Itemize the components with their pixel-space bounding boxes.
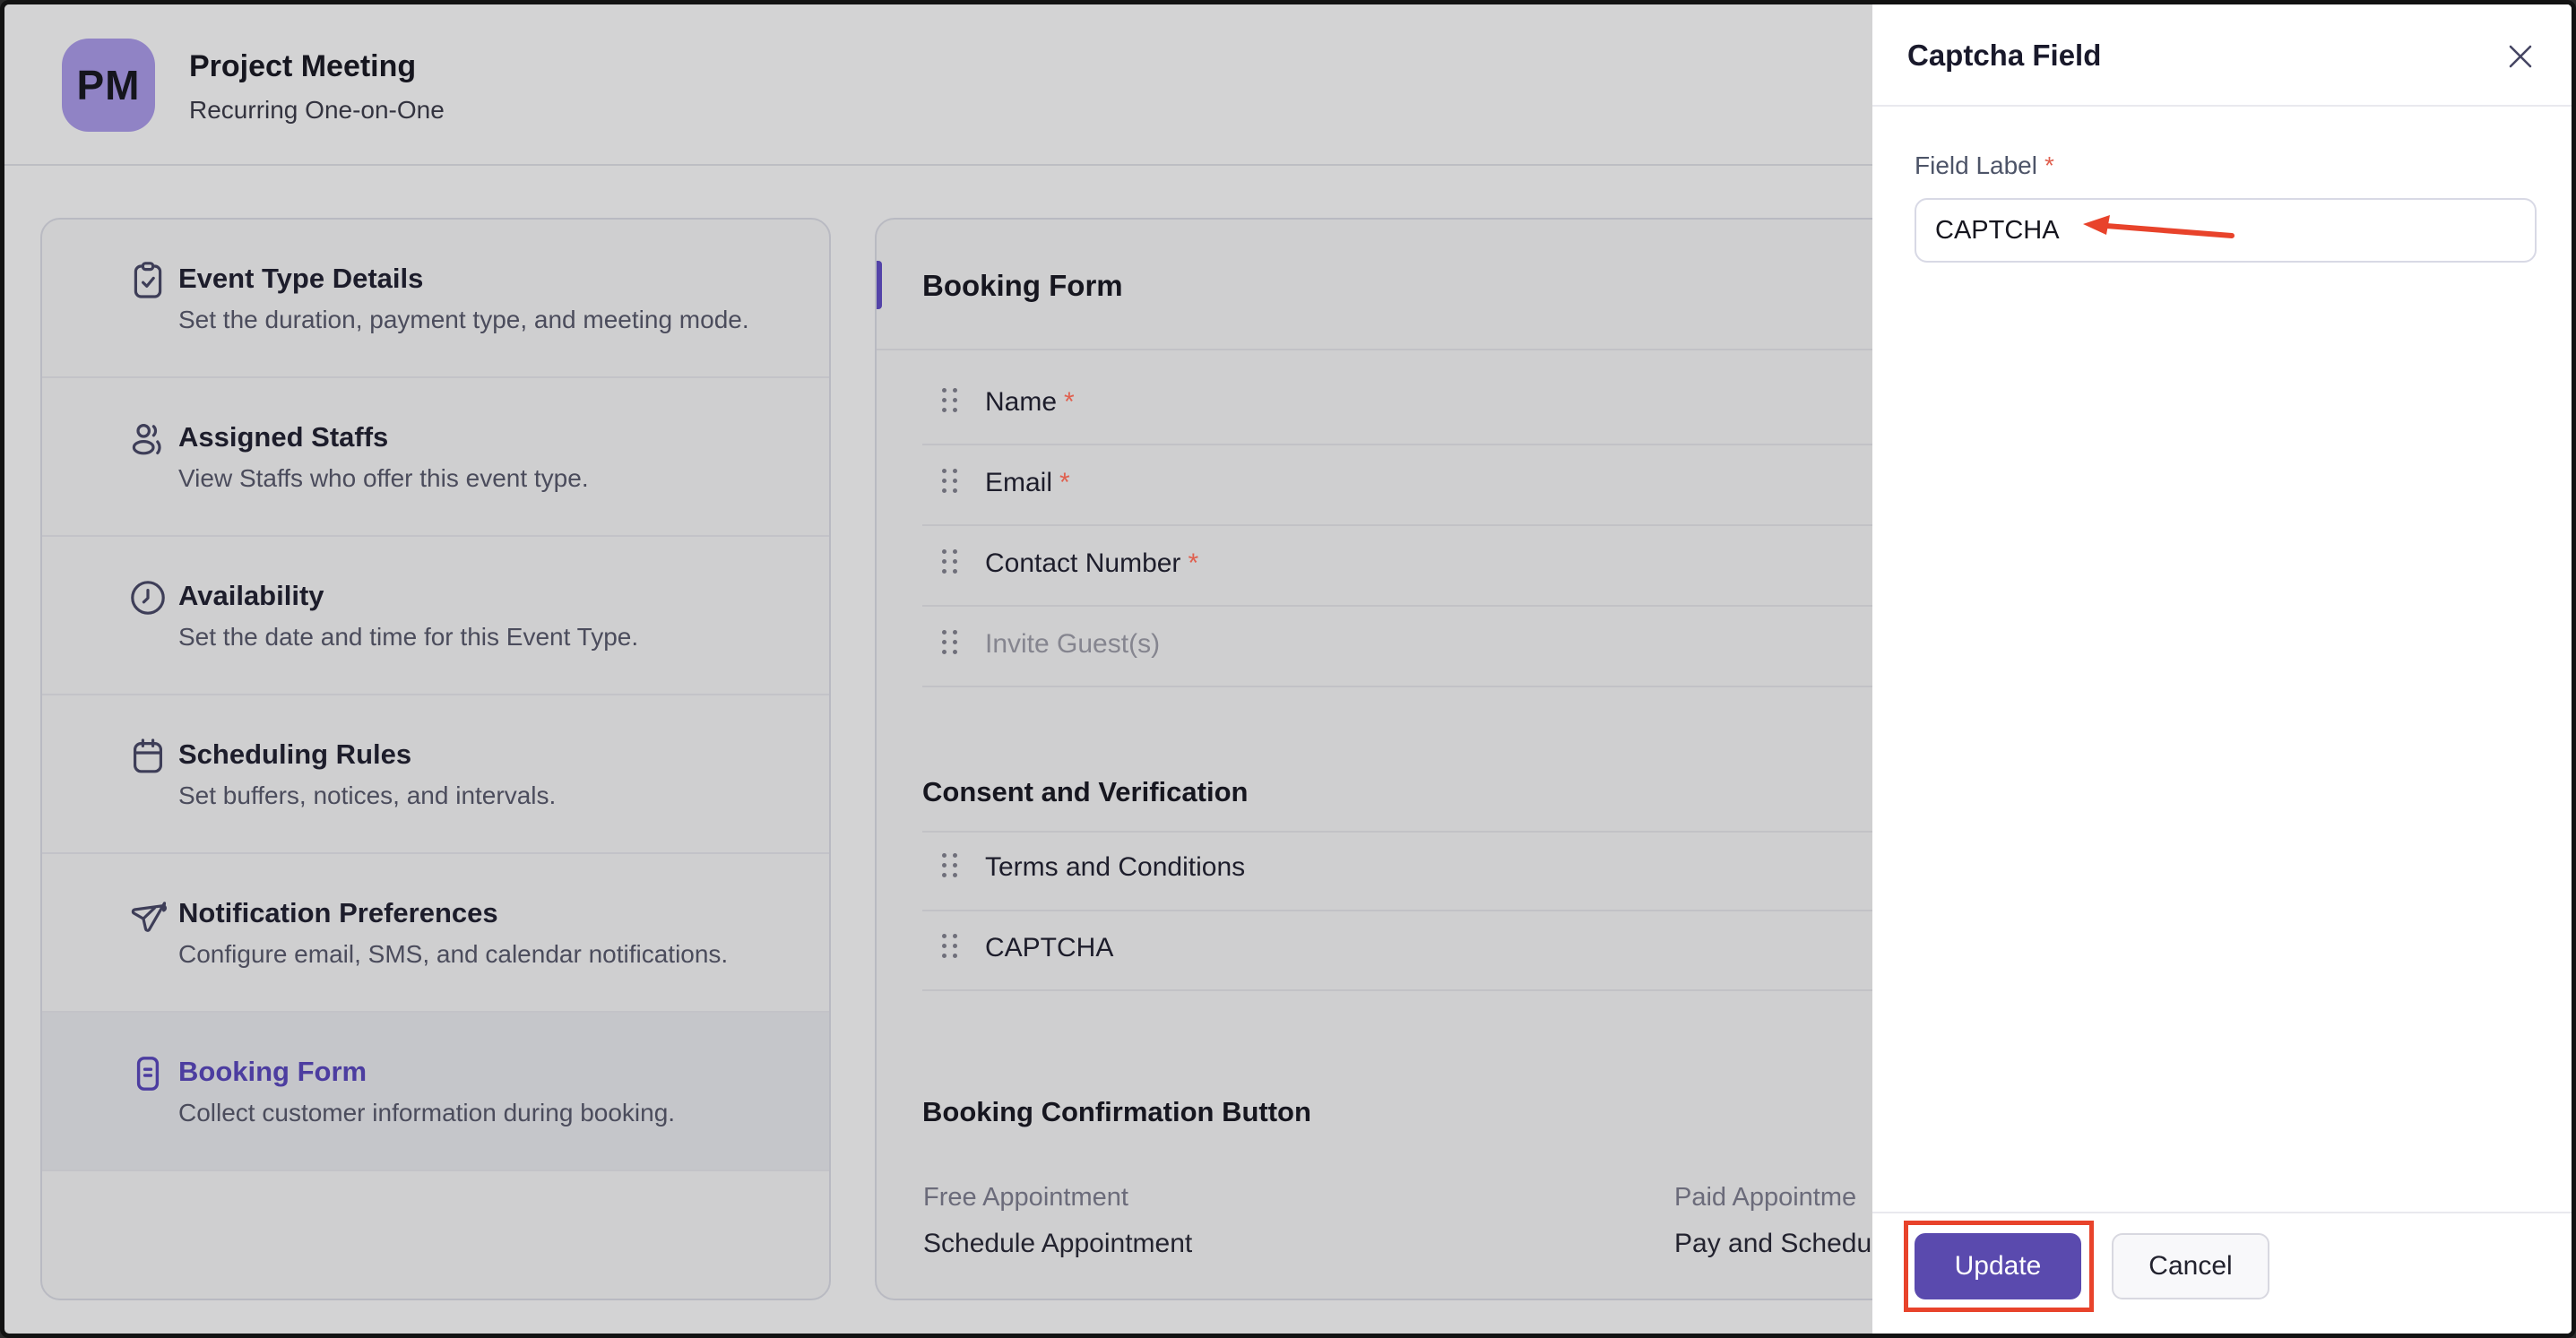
required-asterisk: * [2044, 151, 2054, 179]
required-asterisk: * [1059, 468, 1070, 497]
sidebar-item-notification-preferences[interactable] [42, 854, 829, 1013]
section-heading-consent: Consent and Verification [922, 776, 1249, 807]
drawer-footer [1872, 1212, 2572, 1334]
clipboard-check-icon [126, 259, 169, 302]
users-icon [126, 418, 169, 461]
form-field-row[interactable] [985, 548, 1198, 579]
close-icon[interactable] [2504, 40, 2537, 73]
drag-handle[interactable] [942, 469, 965, 501]
sidebar-item-label: Event Type Details [178, 263, 424, 294]
field-label: Invite Guest(s) [985, 629, 1161, 659]
required-asterisk: * [1188, 548, 1199, 578]
settings-sidebar [40, 218, 831, 1300]
heading-accent-bar [877, 261, 882, 309]
confirmation-column-label: Paid Appointme [1674, 1183, 1857, 1212]
sidebar-item-desc: Configure email, SMS, and calendar notifications. [178, 940, 729, 968]
drag-handle[interactable] [942, 853, 965, 885]
field-label-caption [1915, 151, 2054, 180]
sidebar-item-assigned-staffs[interactable] [42, 378, 829, 537]
section-heading-confirmation: Booking Confirmation Button [922, 1096, 1311, 1127]
clock-icon [126, 576, 169, 619]
form-field-row[interactable] [985, 852, 1245, 883]
form-icon [126, 1052, 169, 1095]
sidebar-item-label: Availability [178, 580, 324, 611]
form-field-row[interactable] [985, 387, 1075, 418]
sidebar-item-desc: Collect customer information during booking. [178, 1099, 676, 1127]
calendar-icon [126, 735, 169, 778]
form-field-row[interactable] [985, 468, 1070, 498]
field-label: Email [985, 468, 1053, 497]
drag-handle[interactable] [942, 630, 965, 662]
drawer-header [1872, 4, 2572, 107]
drag-handle[interactable] [942, 549, 965, 582]
cancel-button[interactable]: Cancel [2112, 1233, 2269, 1299]
sidebar-item-availability[interactable] [42, 537, 829, 695]
required-asterisk: * [1064, 387, 1075, 417]
field-label-input[interactable] [1915, 198, 2537, 263]
captcha-field-drawer [1872, 4, 2572, 1334]
sidebar-item-desc: View Staffs who offer this event type. [178, 464, 589, 492]
page-title: Project Meeting [189, 49, 417, 83]
form-field-row-disabled[interactable] [985, 629, 1160, 660]
booking-form-heading: Booking Form [922, 269, 1123, 302]
confirmation-column-value: Schedule Appointment [923, 1229, 1193, 1258]
sidebar-item-booking-form[interactable] [42, 1013, 829, 1171]
sidebar-item-scheduling-rules[interactable] [42, 695, 829, 854]
drag-handle[interactable] [942, 934, 965, 966]
avatar: PM [62, 39, 155, 132]
sidebar-item-event-type-details[interactable] [42, 220, 829, 378]
field-label: CAPTCHA [985, 933, 1114, 962]
sidebar-item-label: Booking Form [178, 1056, 367, 1087]
drag-handle[interactable] [942, 388, 965, 420]
field-label: Contact Number [985, 548, 1181, 578]
field-label: Name [985, 387, 1058, 417]
confirmation-column-value: Pay and Schedu [1674, 1229, 1872, 1258]
sidebar-item-label: Assigned Staffs [178, 421, 389, 453]
sidebar-item-label: Notification Preferences [178, 897, 498, 928]
field-label: Terms and Conditions [985, 852, 1246, 882]
form-field-row-captcha[interactable] [985, 933, 1113, 963]
field-label-text: Field Label [1915, 151, 2037, 179]
update-button[interactable]: Update [1915, 1233, 2081, 1299]
sidebar-item-label: Scheduling Rules [178, 738, 412, 770]
drawer-title: Captcha Field [1907, 39, 2102, 72]
sidebar-item-desc: Set buffers, notices, and intervals. [178, 781, 557, 809]
sidebar-item-desc: Set the date and time for this Event Type. [178, 623, 639, 651]
send-icon [126, 893, 169, 937]
confirmation-column-label: Free Appointment [923, 1183, 1128, 1212]
sidebar-item-desc: Set the duration, payment type, and meeting mode. [178, 306, 749, 333]
page-subtitle: Recurring One-on-One [189, 96, 445, 124]
